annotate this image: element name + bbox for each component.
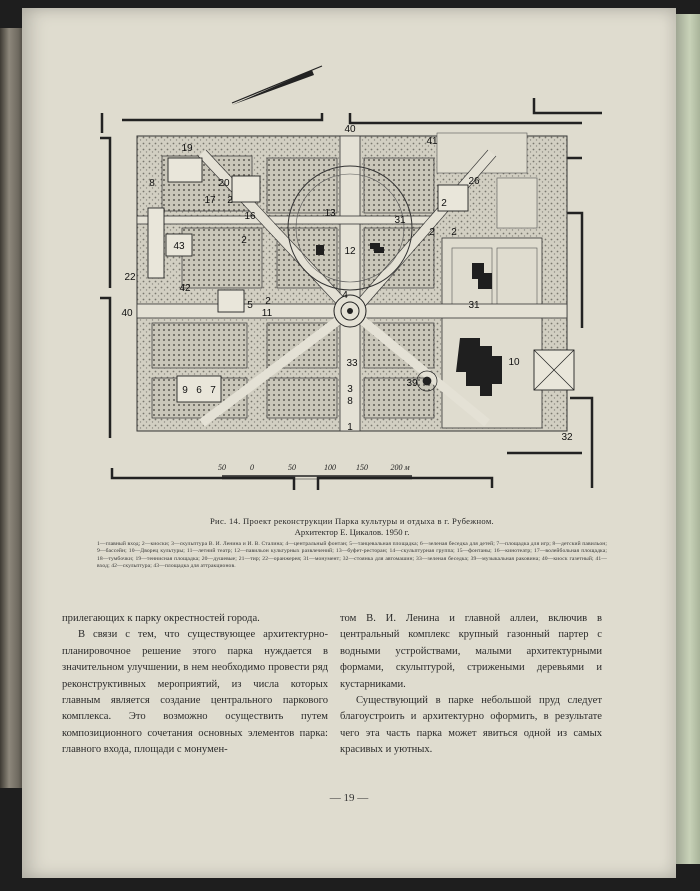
figure-caption — [97, 516, 607, 571]
scale-tick: 150 — [356, 463, 368, 472]
plan-label: 2 — [241, 235, 247, 246]
scale-tick: 50 — [218, 463, 226, 472]
paragraph: В связи с тем, что существующее архитектурно-планировочное решение этого парка нуждается в значительном улучшении, в нем необходимо провести ряд реконструктивных мероприятий, из числа которых главным является создание центрального паркового комплекса. Это возможно осуществить путем композиционного сочетания основных элементов парка: главного входа, площади с монумен- — [62, 629, 328, 756]
plan-label: 39 — [406, 378, 418, 389]
caption-title: Рис. 14. Проект реконструкции Парка культуры и отдыха в г. Рубежном. — [209, 516, 495, 526]
plan-label: 31 — [468, 300, 480, 311]
plan-label: 13 — [324, 208, 336, 219]
plan-label: 8 — [149, 178, 155, 189]
park-plan-drawing — [82, 58, 622, 498]
plan-label: 43 — [173, 241, 185, 252]
plan-label: 40 — [121, 308, 133, 319]
caption-legend: 1—главный вход; 2—киоски; 3—скульптура В. И. Ленина и И. В. Сталина; 4—центральный фонтан; 5—танцевальная площадка; 6—зеленая беседка для детей; 7—площадка для игр; 8—детский павильон; 9—бассейн; 10—Дворец культуры; 11—летний театр; 12—павильон культурных развлечений; 13—буфет-ресторан; 14—скульптурная группа; 15—фонтаны; 16—кинотеатр; 17—волейбольная площадка; 18—тумбочки; 19—теннисная площадка; 20—душевые; 21—тир; 22—оранжерея; 31—монумент; 32—стоянка для автомашин; 33—зеленая беседка; 39—музыкальная раковина; 40—киоск газетный; 41—вход; 42—скульптура; 43—площадка для аттракционов. — [97, 541, 607, 570]
plan-label: 11 — [261, 308, 273, 319]
scale-tick: 0 — [250, 463, 254, 472]
plan-label: 17 — [204, 195, 216, 206]
plan-label: 33 — [346, 358, 358, 369]
plan-label: 12 — [344, 246, 356, 257]
plan-label: 31 — [394, 215, 406, 226]
plan-label: 1 — [347, 422, 353, 433]
plan-label: 7 — [210, 385, 216, 396]
plan-label: 4 — [342, 290, 348, 301]
paragraph: Существующий в парке небольшой пруд следует благоустроить и архитектурно оформить, в результате чего эта часть парка может явиться одной из самых красивых и уютных. — [340, 695, 602, 756]
caption-subtitle: Архитектор Е. Цикалов. 1950 г. — [294, 527, 410, 537]
plan-label: 16 — [244, 211, 256, 222]
scale-tick: 100 — [324, 463, 336, 472]
paragraph: том В. И. Ленина и главной аллеи, включив в центральный комплекс крупный газонный партер с водными устройствами, малыми архитектурными формами, скульптурой, стрижеными деревьями и кустарниками. — [340, 613, 602, 690]
plan-label: 2 — [265, 296, 271, 307]
plan-label: 40 — [344, 124, 356, 135]
north-arrow-icon — [232, 66, 322, 105]
plan-label: 2 — [429, 227, 435, 238]
plan-label: 22 — [124, 272, 136, 283]
plan-label: 2 — [451, 227, 457, 238]
scale-bar — [218, 463, 412, 479]
plan-label: 3 — [347, 384, 353, 395]
text-column-right — [340, 611, 602, 759]
paragraph: прилегающих к парку окрестностей города. — [62, 613, 260, 624]
plan-label: 20 — [218, 178, 230, 189]
plan-label: 9 — [182, 385, 188, 396]
scale-tick: 50 — [288, 463, 296, 472]
plan-label: 8 — [347, 396, 353, 407]
plan-label: 26 — [468, 176, 480, 187]
page-number: — 19 — — [329, 792, 369, 804]
plan-label: 41 — [426, 136, 438, 147]
plan-label: 19 — [181, 143, 193, 154]
plan-label: 2 — [441, 198, 447, 209]
plan-label: 2 — [227, 195, 233, 206]
plan-label: 5 — [247, 300, 253, 311]
plan-label: 32 — [561, 432, 573, 443]
book-page — [22, 8, 676, 878]
book-cover-edge — [674, 14, 700, 864]
plan-label: 10 — [508, 357, 520, 368]
plan-label: 6 — [196, 385, 202, 396]
text-column-left — [62, 611, 328, 759]
scale-tick: 200 м — [390, 463, 410, 472]
plan-label: 42 — [179, 283, 191, 294]
